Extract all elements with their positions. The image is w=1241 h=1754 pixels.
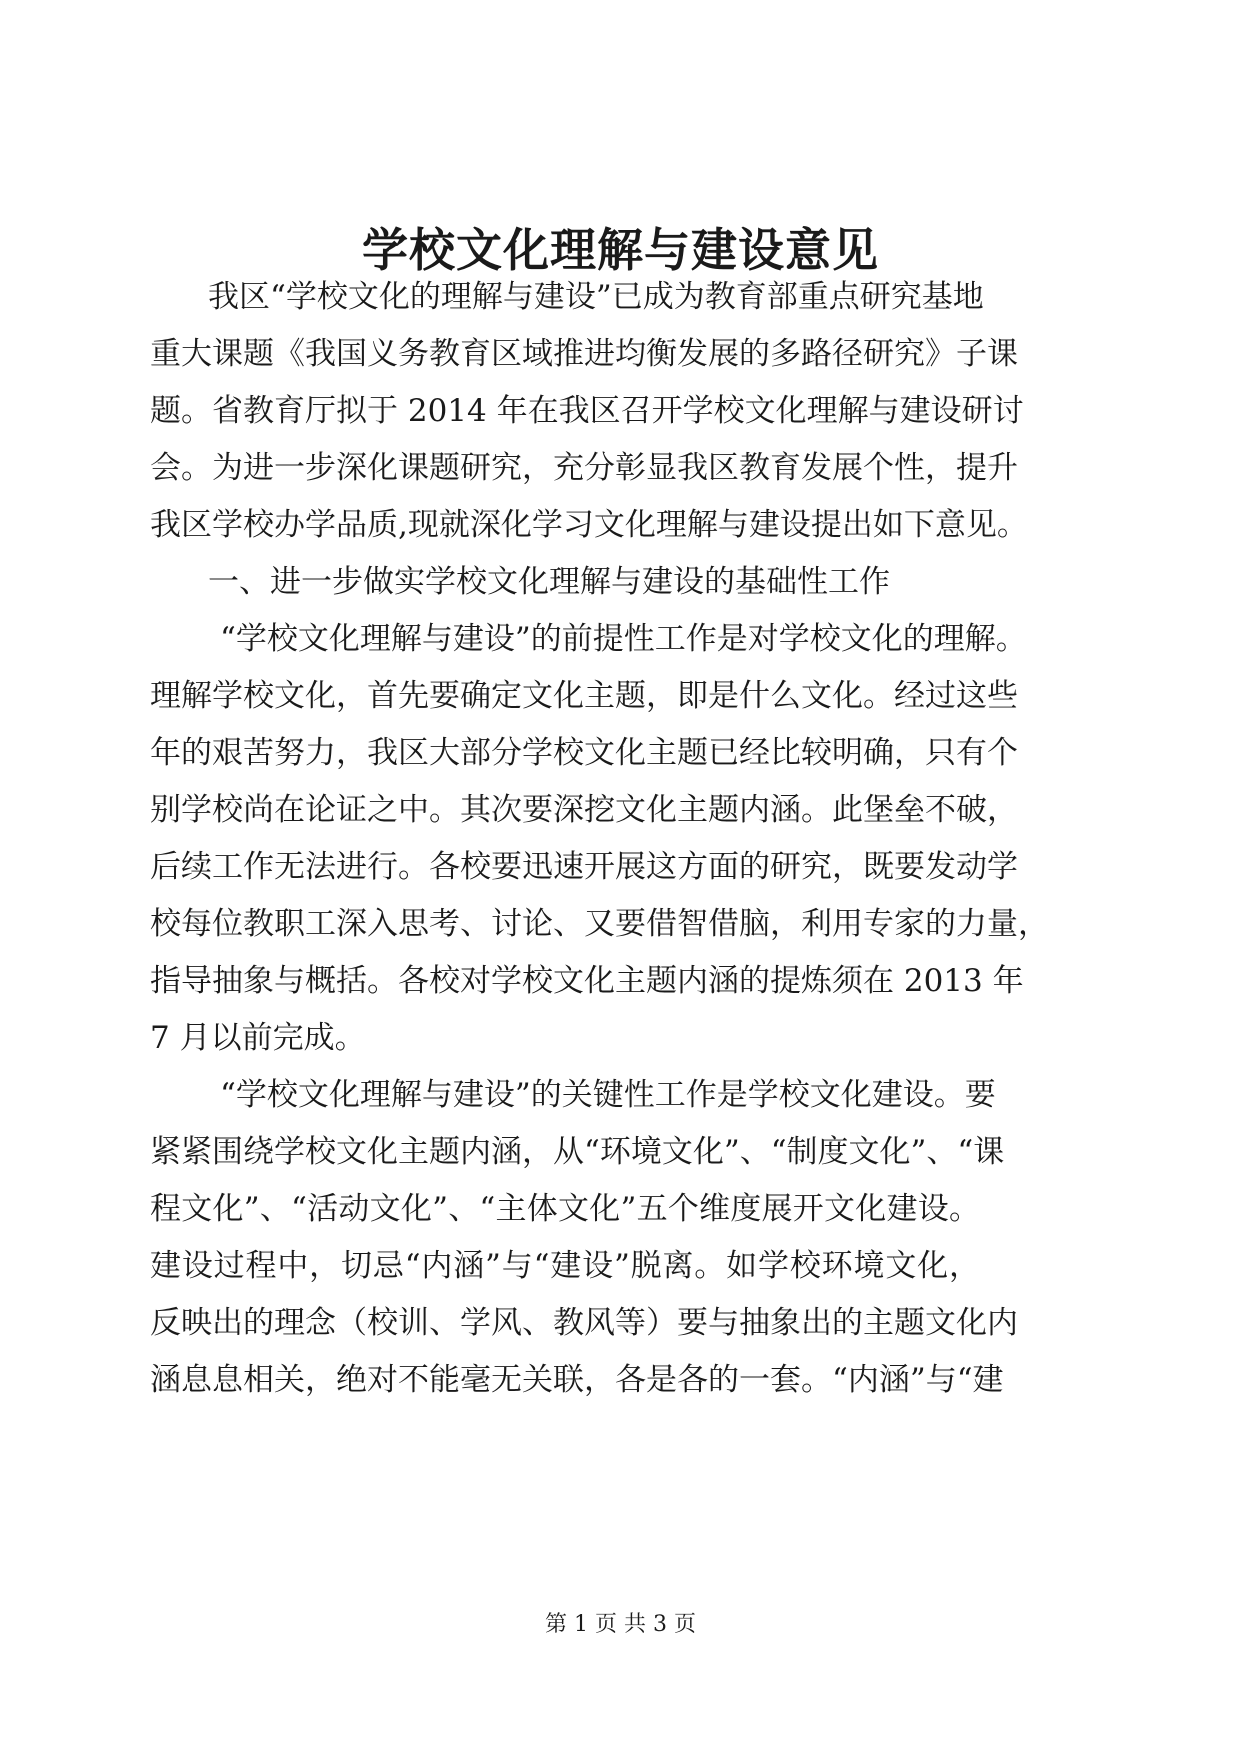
body-line-12: 校每位教职工深入思考、讨论、又要借智借脑，利用专家的力量， <box>150 906 1049 942</box>
body-line-4: 会。为进一步深化课题研究，充分彰显我区教育发展个性，提升 <box>150 450 1018 486</box>
body-line-20: 涵息息相关，绝对不能毫无关联，各是各的一套。“内涵”与“建 <box>150 1362 1004 1398</box>
body-line-2: 重大课题《我国义务教育区域推进均衡发展的多路径研究》子课 <box>150 336 1018 372</box>
body-line-3: 题。省教育厅拟于 2014 年在我区召开学校文化理解与建设研讨 <box>150 393 1024 429</box>
body-line-8: 理解学校文化，首先要确定文化主题，即是什么文化。经过这些 <box>150 678 1018 714</box>
section-heading-1: 一、进一步做实学校文化理解与建设的基础性工作 <box>208 564 890 600</box>
body-line-14: 7 月以前完成。 <box>150 1020 366 1056</box>
body-line-19: 反映出的理念（校训、学风、教风等）要与抽象出的主题文化内 <box>150 1305 1018 1341</box>
body-line-13: 指导抽象与概括。各校对学校文化主题内涵的提炼须在 2013 年 <box>150 963 1024 999</box>
body-line-1: 我区“学校文化的理解与建设”已成为教育部重点研究基地 <box>208 279 984 315</box>
body-line-7: “学校文化理解与建设”的前提性工作是对学校文化的理解。 <box>220 621 1027 657</box>
body-line-5: 我区学校办学品质,现就深化学习文化理解与建设提出如下意见。 <box>150 507 1028 543</box>
body-line-15: “学校文化理解与建设”的关键性工作是学校文化建设。要 <box>220 1077 996 1113</box>
body-line-18: 建设过程中，切忌“内涵”与“建设”脱离。如学校环境文化， <box>150 1248 980 1284</box>
page-number-footer: 第 1 页 共 3 页 <box>545 1612 696 1637</box>
body-line-11: 后续工作无法进行。各校要迅速开展这方面的研究，既要发动学 <box>150 849 1018 885</box>
body-line-10: 别学校尚在论证之中。其次要深挖文化主题内涵。此堡垒不破， <box>150 792 1018 828</box>
body-line-9: 年的艰苦努力，我区大部分学校文化主题已经比较明确，只有个 <box>150 735 1018 771</box>
document-title: 学校文化理解与建设意见 <box>362 223 879 277</box>
body-line-17: 程文化”、“活动文化”、“主体文化”五个维度展开文化建设。 <box>150 1191 980 1227</box>
body-line-16: 紧紧围绕学校文化主题内涵，从“环境文化”、“制度文化”、“课 <box>150 1134 1005 1170</box>
